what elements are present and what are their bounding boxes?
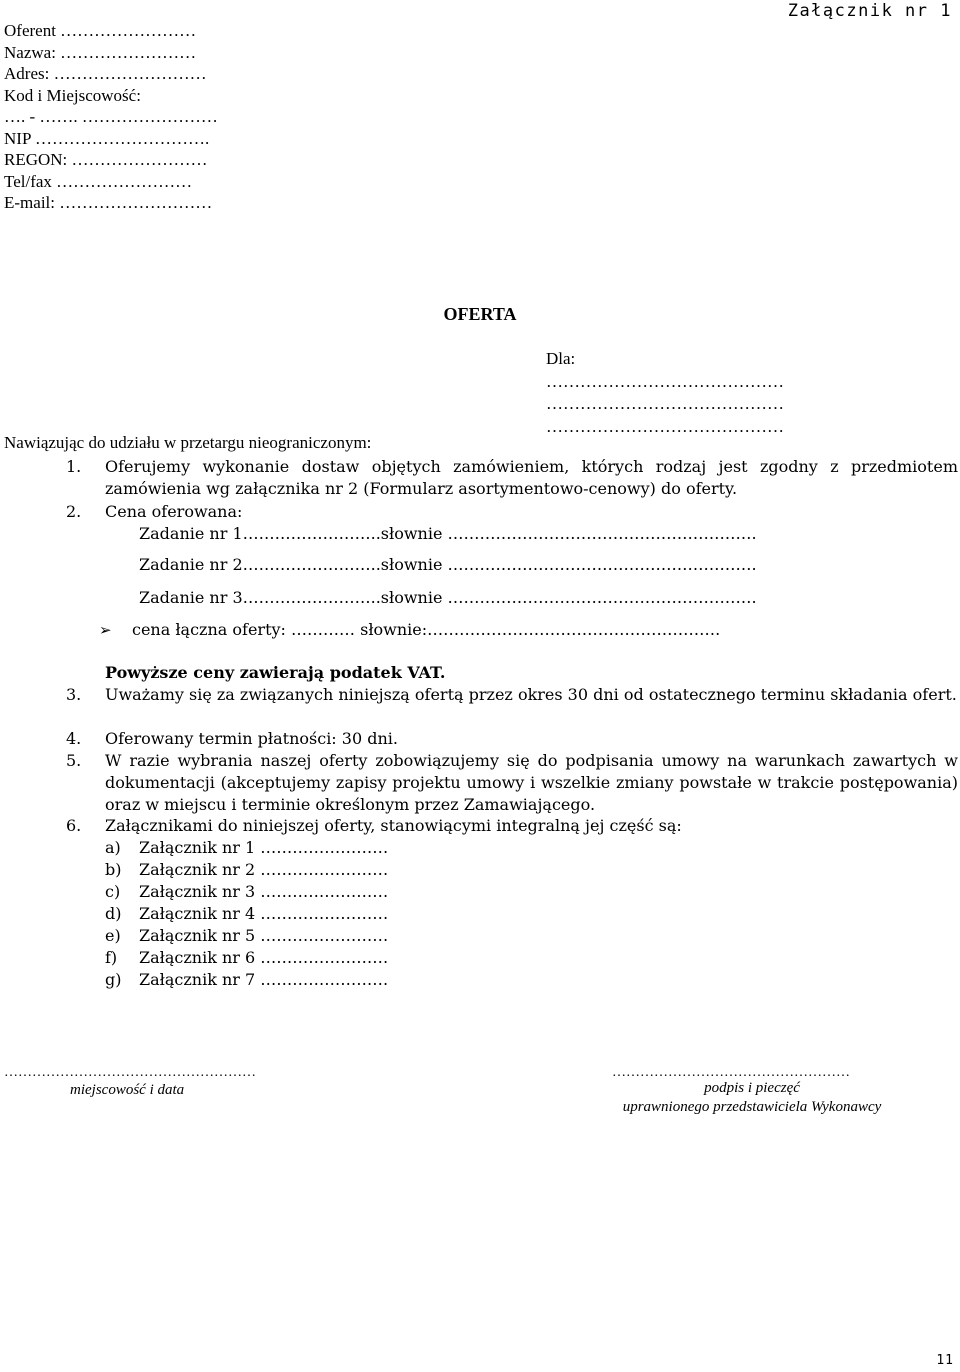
vat-note: Powyższe ceny zawierają podatek VAT. bbox=[105, 663, 446, 682]
signature-right-line: …………………………………………… bbox=[612, 1065, 850, 1080]
task-price-line: Zadanie nr 3……………………..słownie …………………………………………………. bbox=[139, 588, 757, 607]
item-1-text: Oferujemy wykonanie dostaw objętych zamówieniem, których rodzaj jest zgodny z przedmiotem zamówienia wg załącznika nr 2 (Formularz asortymentowo-cenowy) do oferty. bbox=[105, 457, 958, 498]
list-item: e) Załącznik nr 5 …………………… bbox=[105, 926, 389, 945]
annex-list bbox=[105, 837, 388, 991]
postal-code-line: …. - ……. …………………… bbox=[4, 107, 218, 126]
email-line: E-mail: ……………………… bbox=[4, 193, 213, 212]
nip-line: NIP …………………………. bbox=[4, 128, 210, 148]
city-label: Kod i Miejscowość: bbox=[4, 85, 141, 105]
address-line: Adres: ……………………… bbox=[4, 64, 207, 83]
task-price-line: Zadanie nr 2……………………..słownie …………………………………………………. bbox=[139, 555, 757, 574]
item-4-text: Oferowany termin płatności: 30 dni. bbox=[105, 729, 398, 748]
name-line: Nazwa: …………………… bbox=[4, 42, 197, 62]
signature-caption bbox=[590, 1079, 914, 1117]
tel-fax-line: Tel/fax …………………… bbox=[4, 171, 193, 191]
recipient-label: Dla: bbox=[546, 349, 576, 368]
offeror-block bbox=[4, 20, 218, 214]
offeror-line: Oferent …………………… bbox=[4, 21, 197, 40]
document-title: OFERTA bbox=[443, 304, 517, 324]
annex-label: Załącznik nr 1 bbox=[787, 1, 952, 21]
intro-text: Nawiązując do udziału w przetargu nieograniczonym: bbox=[4, 433, 372, 452]
signature-left-line: ……………………………………………… bbox=[4, 1065, 256, 1080]
item-5-text: W razie wybrania naszej oferty zobowiązujemy się do podpisania umowy na warunkach zawartych w dokumentacji (akceptujemy zapisy projektu umowy i wszelkie zmiany powstałe w trakcie postępowania) oraz w miejscu i terminie określonym przez Zamawiającego. bbox=[105, 751, 958, 814]
signature-caption-line-1: podpis i pieczęć bbox=[704, 1080, 800, 1096]
item-3-text: Uważamy się za związanych niniejszą ofertą przez okres 30 dni od ostatecznego terminu składania ofert. bbox=[105, 685, 957, 704]
signature-caption-line-2: uprawnionego przedstawiciela Wykonawcy bbox=[622, 1099, 882, 1115]
page-number: 11 bbox=[936, 1353, 954, 1368]
recipient-block bbox=[546, 348, 784, 438]
list-item: b) Załącznik nr 2 …………………… bbox=[105, 860, 389, 879]
item-number: 3. bbox=[66, 685, 82, 704]
list-item: d) Załącznik nr 4 …………………… bbox=[105, 904, 389, 923]
recipient-line: …………………………………… bbox=[546, 394, 784, 413]
list-item: f) Załącznik nr 6 …………………… bbox=[105, 948, 389, 967]
recipient-line: …………………………………… bbox=[546, 371, 784, 391]
list-item: a) Załącznik nr 1 …………………… bbox=[105, 838, 389, 857]
list-item: g) Załącznik nr 7 …………………… bbox=[105, 970, 389, 989]
item-number: 5. bbox=[66, 751, 82, 770]
list-item: c) Załącznik nr 3 …………………… bbox=[105, 882, 389, 901]
total-price-line: cena łączna oferty: ………… słownie:………………………………………………. bbox=[132, 620, 721, 639]
regon-line: REGON: …………………… bbox=[4, 150, 208, 169]
item-2-text: Cena oferowana: bbox=[105, 502, 243, 521]
place-date-caption: miejscowość i data bbox=[70, 1082, 185, 1098]
arrow-bullet-icon: ➢ bbox=[99, 621, 112, 639]
item-number: 4. bbox=[66, 729, 82, 748]
task-price-line: Zadanie nr 1……………………..słownie …………………………………………………. bbox=[139, 524, 757, 543]
item-6-text: Załącznikami do niniejszej oferty, stanowiącymi integralną jej część są: bbox=[105, 816, 682, 835]
recipient-line: …………………………………… bbox=[546, 416, 784, 436]
item-number: 1. bbox=[66, 457, 82, 476]
item-number: 6. bbox=[66, 816, 82, 835]
item-number: 2. bbox=[66, 502, 82, 521]
